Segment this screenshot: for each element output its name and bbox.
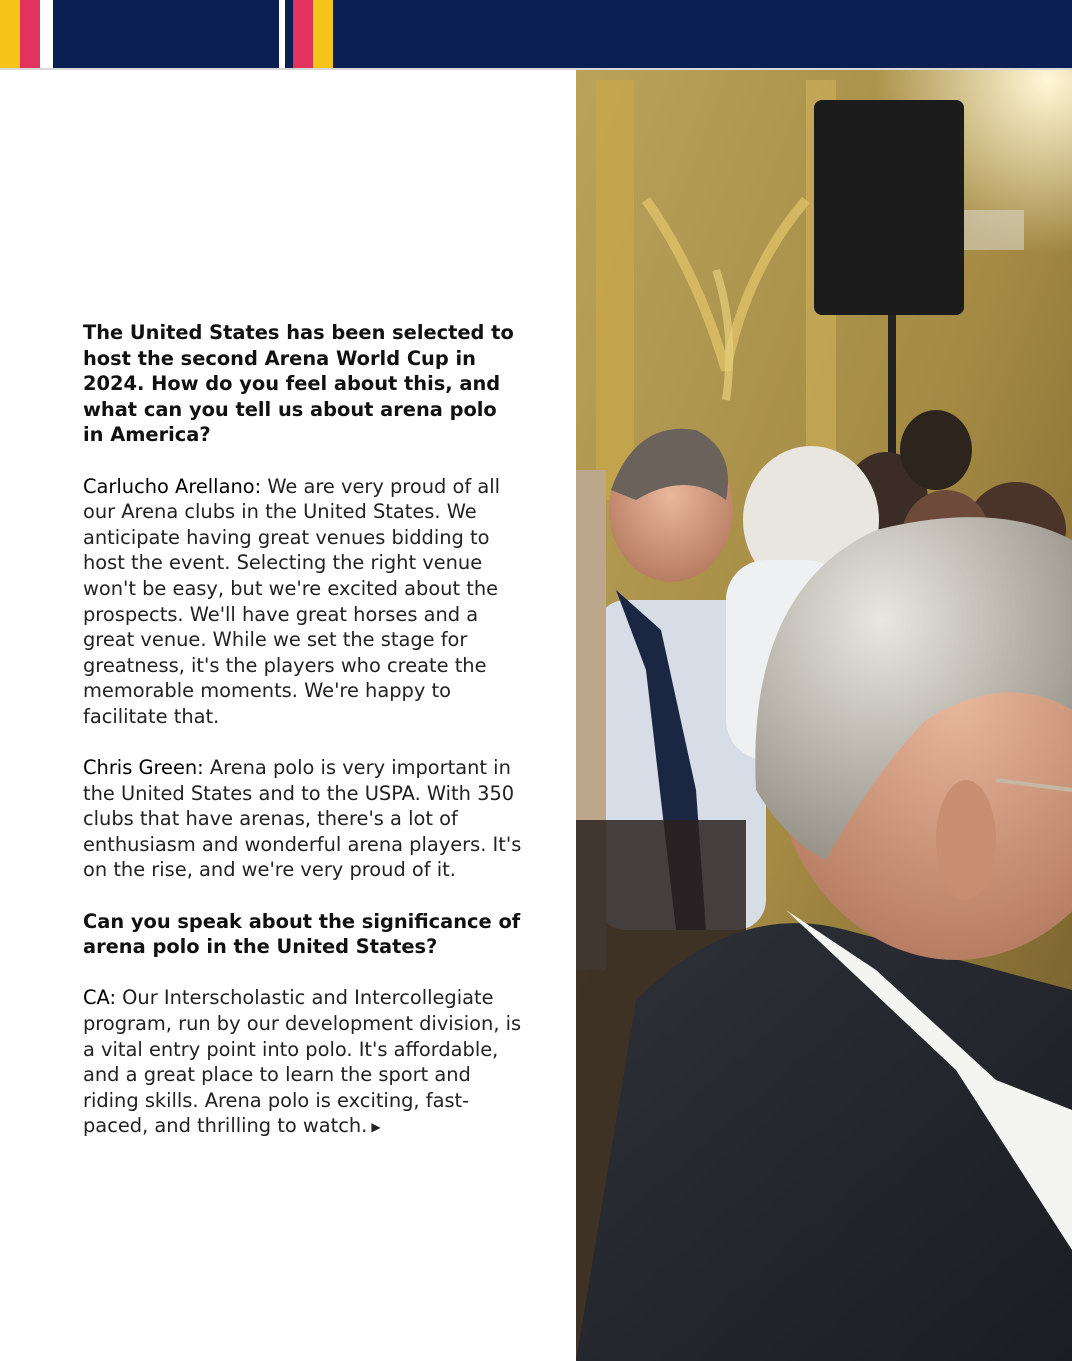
question-2: Can you speak about the significance of arena polo in the United States? <box>83 909 521 959</box>
stripe-yellow-left <box>0 0 20 70</box>
answer-2 <box>83 755 523 883</box>
answer-1 <box>83 474 523 730</box>
stripe-yellow-right <box>313 0 333 70</box>
article-column <box>83 320 523 1167</box>
play-triangle-icon[interactable]: ▶ <box>371 1120 381 1135</box>
answer-2-text: Arena polo is very important in the United States and to the USPA. With 350 clubs that have arenas, there's a lot of enthusiasm and wonderful arena players. It's on the rise, and we're very proud of it. <box>83 756 522 882</box>
answer-1-text: We are very proud of all our Arena clubs in the United States. We anticipate having great venues bidding to host the event. Selecting the right venue won't be easy, but we're excited about the prospects. We'll have great horses and a great venue. While we set the stage for greatness, it's the players who create the memorable moments. We're happy to facilitate that. <box>83 474 500 728</box>
stripe-white-left <box>40 0 53 70</box>
stripe-white-right <box>279 0 285 70</box>
stripe-pink-right <box>293 0 313 70</box>
speaker-carlucho-arellano: Carlucho Arellano: <box>83 474 262 498</box>
speaker-chris-green: Chris Green: <box>83 756 204 780</box>
answer-3-text: Our Interscholastic and Intercollegiate program, run by our development division, is a vital entry point into polo. It's affordable, and a great place to learn the sport and riding skills. Arena polo is exciting, fast-paced, and thrilling to watch. <box>83 986 522 1138</box>
question-1: The United States has been selected to host the second Arena World Cup in 2024. How do you feel about this, and what can you tell us about arena polo in America? <box>83 321 514 447</box>
stripe-pink-left <box>20 0 40 70</box>
header-band <box>0 0 1072 70</box>
audience-photo <box>576 70 1072 1361</box>
answer-3 <box>83 985 523 1141</box>
speaker-ca: CA: <box>83 986 116 1010</box>
